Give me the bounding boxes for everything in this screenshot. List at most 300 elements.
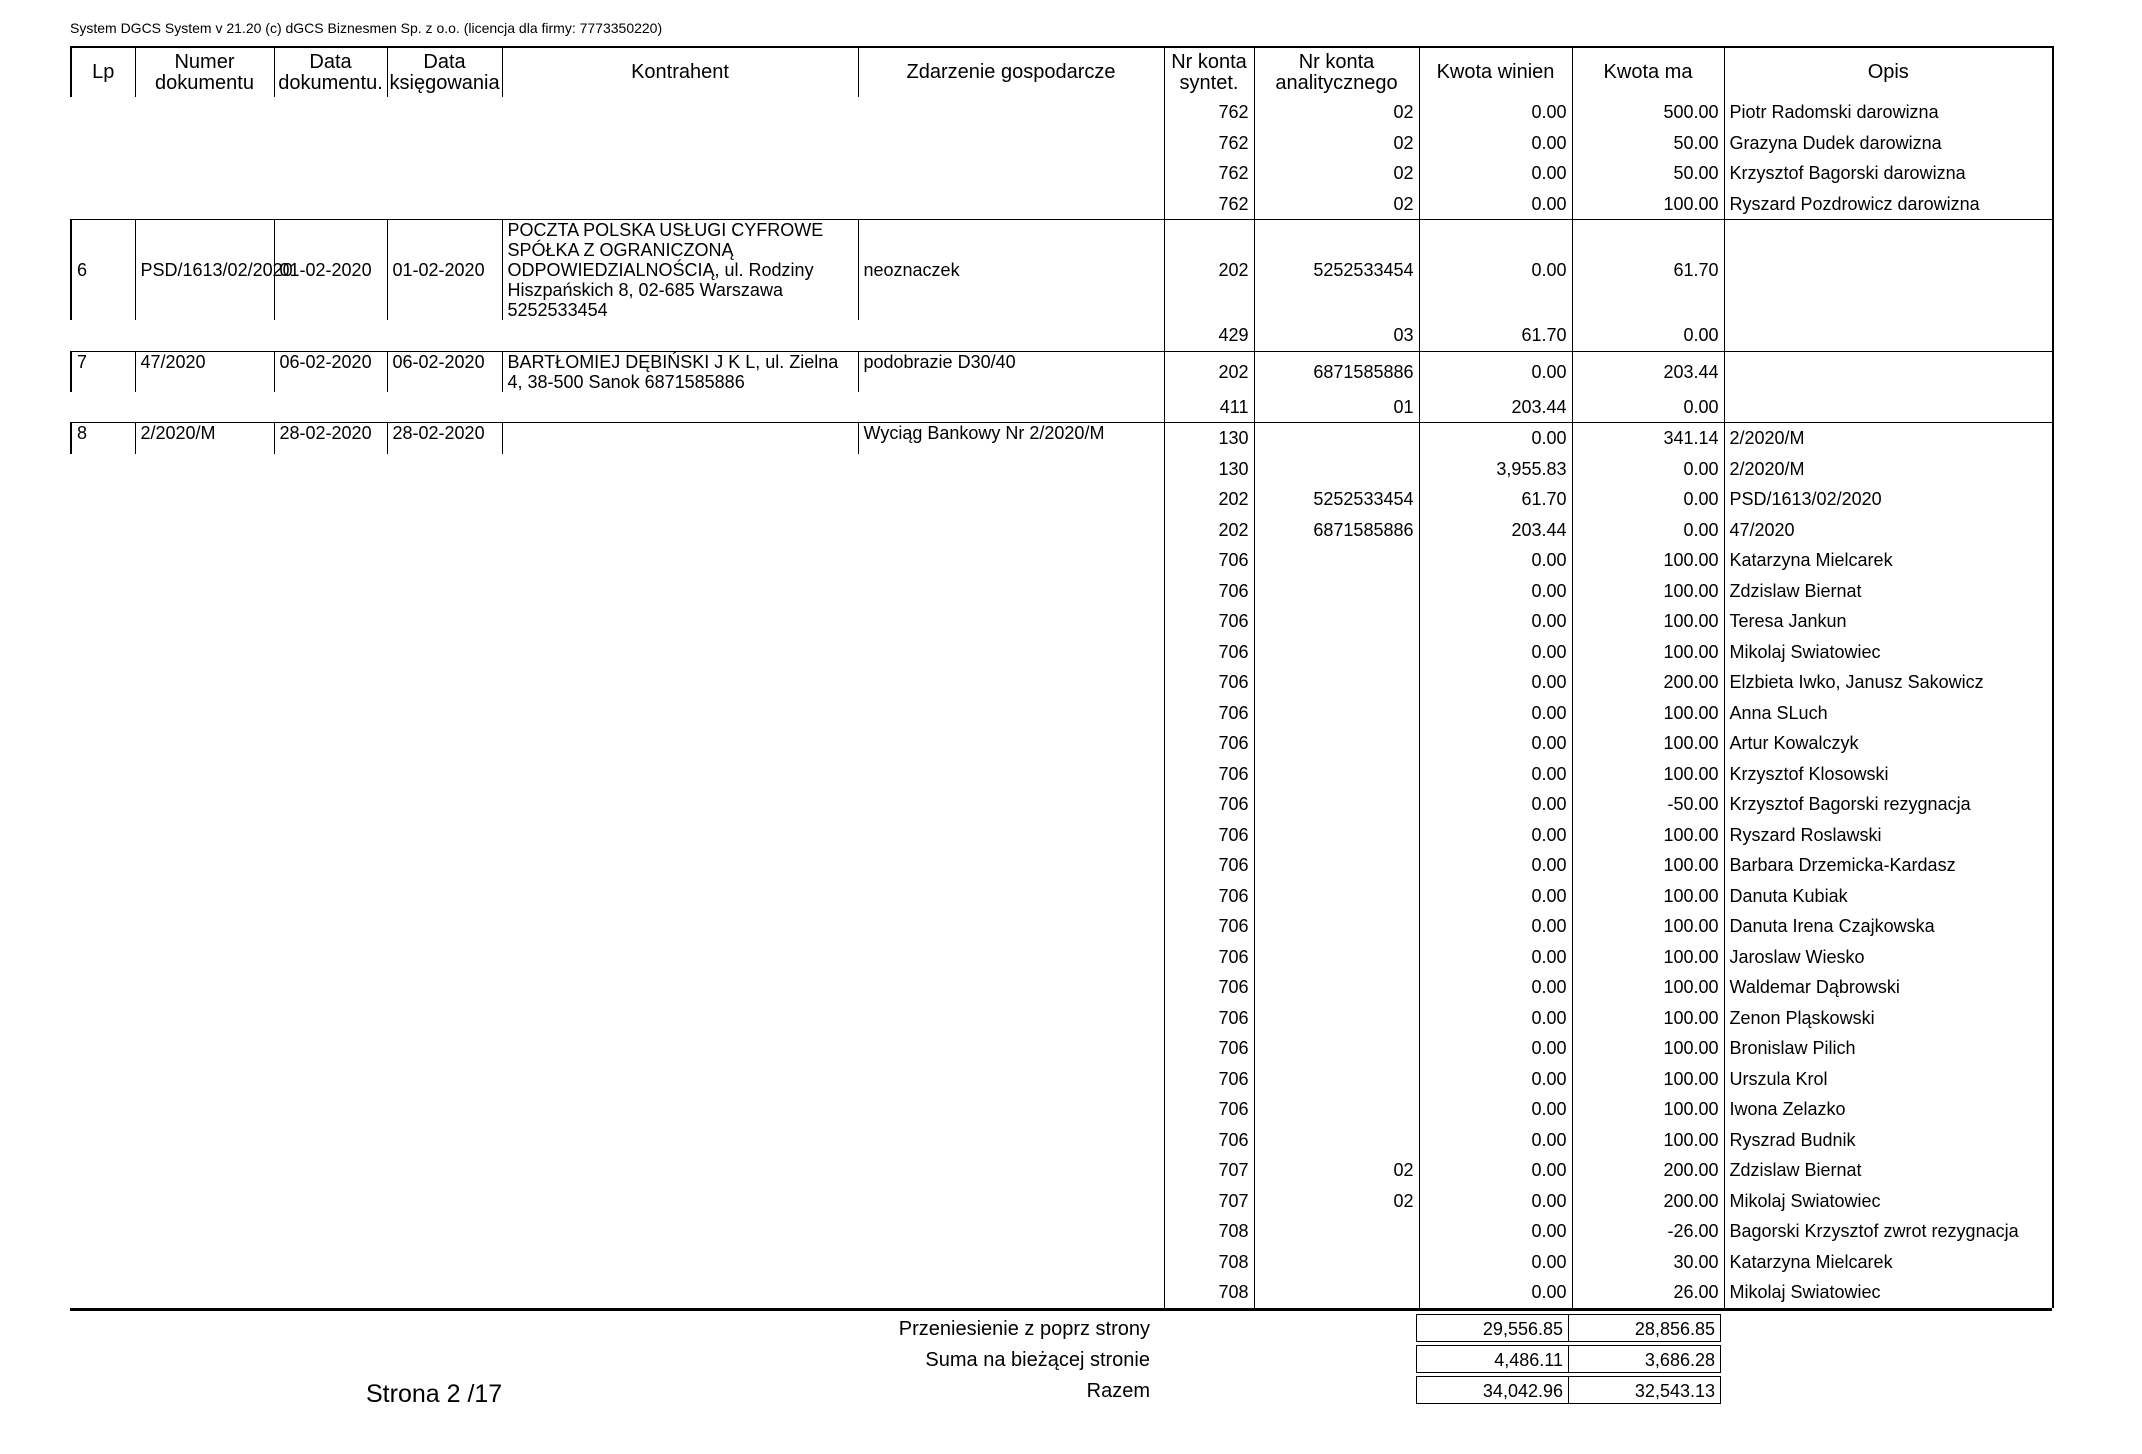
- table-row: [71, 1033, 2053, 1064]
- cell-opis: Zdzislaw Biernat: [1724, 576, 2053, 607]
- cell-opis: Ryszard Roslawski: [1724, 820, 2053, 851]
- cell-kontrahent: [502, 484, 858, 515]
- cell-nr-syntet: 706: [1164, 850, 1254, 881]
- cell-data-dok: [274, 972, 387, 1003]
- cell-nr-syntet: 706: [1164, 911, 1254, 942]
- cell-kontrahent: [502, 1247, 858, 1278]
- cell-zdarzenie: [858, 576, 1164, 607]
- system-header-line: System DGCS System v 21.20 (c) dGCS Biznesmen Sp. z o.o. (licencja dla firmy: 7773350220): [70, 20, 663, 36]
- cell-opis: Krzysztof Bagorski rezygnacja: [1724, 789, 2053, 820]
- cell-nr-anal: [1254, 637, 1419, 668]
- cell-kontrahent: [502, 1155, 858, 1186]
- table-row: [71, 606, 2053, 637]
- cell-opis: Piotr Radomski darowizna: [1724, 97, 2053, 128]
- cell-winien: 0.00: [1419, 820, 1572, 851]
- cell-nr-anal: 02: [1254, 158, 1419, 189]
- cell-zdarzenie: [858, 454, 1164, 485]
- cell-winien: 0.00: [1419, 1277, 1572, 1308]
- cell-opis: [1724, 351, 2053, 392]
- cell-nr-anal: [1254, 606, 1419, 637]
- cell-nr-dok: [135, 1125, 274, 1156]
- cell-kontrahent: [502, 759, 858, 790]
- cell-data-dok: [274, 1033, 387, 1064]
- table-row: [71, 1247, 2053, 1278]
- cell-nr-dok: [135, 515, 274, 546]
- cell-nr-anal: [1254, 881, 1419, 912]
- cell-nr-anal: [1254, 820, 1419, 851]
- cell-opis: Jaroslaw Wiesko: [1724, 942, 2053, 973]
- cell-opis: [1724, 220, 2053, 321]
- cell-nr-anal: 01: [1254, 392, 1419, 423]
- summary-total-ma: 32,543.13: [1568, 1376, 1721, 1404]
- cell-nr-syntet: 202: [1164, 220, 1254, 321]
- cell-nr-dok: [135, 972, 274, 1003]
- cell-ma: 50.00: [1572, 128, 1724, 159]
- cell-nr-dok: [135, 484, 274, 515]
- cell-opis: Katarzyna Mielcarek: [1724, 545, 2053, 576]
- cell-data-dok: [274, 158, 387, 189]
- cell-data-dok: 01-02-2020: [274, 220, 387, 321]
- cell-data-ksieg: [387, 1277, 502, 1308]
- cell-zdarzenie: [858, 1125, 1164, 1156]
- cell-opis: Mikolaj Swiatowiec: [1724, 637, 2053, 668]
- cell-zdarzenie: [858, 545, 1164, 576]
- summary-carried-label: Przeniesienie z poprz strony: [898, 1318, 1150, 1340]
- cell-kontrahent: [502, 911, 858, 942]
- cell-ma: 100.00: [1572, 850, 1724, 881]
- table-row: [71, 637, 2053, 668]
- cell-lp: 7: [71, 351, 135, 392]
- table-row: [71, 158, 2053, 189]
- cell-data-ksieg: [387, 545, 502, 576]
- cell-zdarzenie: [858, 128, 1164, 159]
- cell-nr-anal: 02: [1254, 97, 1419, 128]
- cell-lp: [71, 789, 135, 820]
- table-row: [71, 820, 2053, 851]
- cell-lp: [71, 576, 135, 607]
- cell-nr-syntet: 706: [1164, 637, 1254, 668]
- table-bottom-rule: [70, 1308, 2052, 1311]
- cell-nr-syntet: 706: [1164, 667, 1254, 698]
- cell-winien: 0.00: [1419, 220, 1572, 321]
- cell-kontrahent: [502, 515, 858, 546]
- col-header-nr-dok: Numer dokumentu: [135, 47, 274, 97]
- cell-ma: -26.00: [1572, 1216, 1724, 1247]
- cell-zdarzenie: [858, 484, 1164, 515]
- table-row: [71, 698, 2053, 729]
- cell-nr-anal: [1254, 1033, 1419, 1064]
- cell-zdarzenie: [858, 1216, 1164, 1247]
- cell-ma: 100.00: [1572, 1064, 1724, 1095]
- cell-data-ksieg: [387, 1186, 502, 1217]
- cell-winien: 203.44: [1419, 392, 1572, 423]
- cell-nr-syntet: 202: [1164, 484, 1254, 515]
- cell-winien: 0.00: [1419, 1216, 1572, 1247]
- cell-winien: 0.00: [1419, 667, 1572, 698]
- cell-zdarzenie: [858, 942, 1164, 973]
- cell-lp: [71, 158, 135, 189]
- cell-data-dok: [274, 1064, 387, 1095]
- cell-lp: [71, 1247, 135, 1278]
- cell-ma: 200.00: [1572, 1186, 1724, 1217]
- cell-ma: 100.00: [1572, 911, 1724, 942]
- cell-nr-anal: 02: [1254, 1186, 1419, 1217]
- cell-winien: 0.00: [1419, 606, 1572, 637]
- cell-zdarzenie: [858, 1094, 1164, 1125]
- cell-winien: 0.00: [1419, 545, 1572, 576]
- cell-winien: 0.00: [1419, 189, 1572, 220]
- cell-data-ksieg: [387, 1094, 502, 1125]
- cell-ma: 100.00: [1572, 1094, 1724, 1125]
- cell-data-dok: [274, 789, 387, 820]
- journal-table: [70, 46, 2054, 1308]
- cell-ma: 100.00: [1572, 881, 1724, 912]
- cell-zdarzenie: [858, 515, 1164, 546]
- cell-ma: 26.00: [1572, 1277, 1724, 1308]
- cell-nr-dok: [135, 392, 274, 423]
- cell-winien: 0.00: [1419, 789, 1572, 820]
- cell-lp: [71, 1186, 135, 1217]
- cell-data-ksieg: [387, 881, 502, 912]
- cell-nr-dok: [135, 545, 274, 576]
- cell-nr-dok: [135, 158, 274, 189]
- cell-nr-syntet: 762: [1164, 189, 1254, 220]
- cell-nr-dok: [135, 789, 274, 820]
- cell-data-ksieg: [387, 759, 502, 790]
- cell-ma: 0.00: [1572, 454, 1724, 485]
- cell-winien: 0.00: [1419, 972, 1572, 1003]
- cell-kontrahent: [502, 667, 858, 698]
- cell-data-dok: 28-02-2020: [274, 423, 387, 454]
- cell-lp: [71, 820, 135, 851]
- cell-kontrahent: [502, 1216, 858, 1247]
- cell-nr-dok: [135, 881, 274, 912]
- cell-ma: 0.00: [1572, 484, 1724, 515]
- table-row: [71, 1125, 2053, 1156]
- cell-opis: Katarzyna Mielcarek: [1724, 1247, 2053, 1278]
- cell-nr-dok: [135, 637, 274, 668]
- cell-nr-anal: [1254, 942, 1419, 973]
- summary-total-winien: 34,042.96: [1416, 1376, 1569, 1404]
- cell-data-dok: [274, 1003, 387, 1034]
- cell-lp: [71, 881, 135, 912]
- cell-opis: Mikolaj Swiatowiec: [1724, 1186, 2053, 1217]
- cell-winien: 0.00: [1419, 158, 1572, 189]
- cell-data-dok: [274, 728, 387, 759]
- cell-nr-anal: [1254, 1277, 1419, 1308]
- cell-data-dok: [274, 637, 387, 668]
- table-row: [71, 667, 2053, 698]
- cell-data-dok: [274, 911, 387, 942]
- cell-nr-syntet: 706: [1164, 881, 1254, 912]
- cell-opis: Bronislaw Pilich: [1724, 1033, 2053, 1064]
- cell-winien: 3,955.83: [1419, 454, 1572, 485]
- cell-nr-syntet: 706: [1164, 1125, 1254, 1156]
- cell-lp: [71, 454, 135, 485]
- cell-opis: Grazyna Dudek darowizna: [1724, 128, 2053, 159]
- cell-lp: [71, 972, 135, 1003]
- cell-winien: 0.00: [1419, 759, 1572, 790]
- cell-opis: Waldemar Dąbrowski: [1724, 972, 2053, 1003]
- cell-nr-syntet: 706: [1164, 1033, 1254, 1064]
- cell-nr-anal: [1254, 423, 1419, 454]
- cell-kontrahent: [502, 1094, 858, 1125]
- cell-ma: 100.00: [1572, 820, 1724, 851]
- cell-lp: [71, 1155, 135, 1186]
- cell-data-ksieg: [387, 942, 502, 973]
- cell-nr-anal: [1254, 759, 1419, 790]
- cell-data-dok: [274, 454, 387, 485]
- cell-data-ksieg: 01-02-2020: [387, 220, 502, 321]
- cell-nr-anal: 6871585886: [1254, 515, 1419, 546]
- cell-zdarzenie: [858, 789, 1164, 820]
- cell-kontrahent: [502, 97, 858, 128]
- cell-nr-syntet: 706: [1164, 728, 1254, 759]
- cell-nr-anal: [1254, 1064, 1419, 1095]
- cell-data-ksieg: [387, 128, 502, 159]
- cell-kontrahent: [502, 850, 858, 881]
- cell-kontrahent: BARTŁOMIEJ DĘBIŃSKI J K L, ul. Zielna 4, 38-500 Sanok 6871585886: [502, 351, 858, 392]
- page-indicator: Strona 2 /17: [366, 1380, 503, 1408]
- cell-data-ksieg: [387, 454, 502, 485]
- cell-nr-dok: [135, 320, 274, 351]
- cell-zdarzenie: [858, 1003, 1164, 1034]
- cell-data-ksieg: 28-02-2020: [387, 423, 502, 454]
- cell-nr-dok: [135, 911, 274, 942]
- cell-zdarzenie: [858, 667, 1164, 698]
- table-row: [71, 220, 2053, 321]
- cell-data-ksieg: [387, 189, 502, 220]
- cell-lp: [71, 515, 135, 546]
- cell-kontrahent: [502, 972, 858, 1003]
- cell-data-dok: [274, 850, 387, 881]
- table-row: [71, 423, 2053, 454]
- cell-opis: 2/2020/M: [1724, 454, 2053, 485]
- cell-nr-anal: [1254, 1216, 1419, 1247]
- cell-nr-anal: 02: [1254, 189, 1419, 220]
- col-header-opis: Opis: [1724, 47, 2053, 97]
- cell-kontrahent: [502, 1186, 858, 1217]
- cell-opis: Teresa Jankun: [1724, 606, 2053, 637]
- cell-ma: 200.00: [1572, 1155, 1724, 1186]
- cell-nr-anal: 02: [1254, 1155, 1419, 1186]
- cell-data-dok: [274, 1186, 387, 1217]
- cell-nr-anal: [1254, 1094, 1419, 1125]
- cell-data-ksieg: [387, 97, 502, 128]
- cell-ma: 341.14: [1572, 423, 1724, 454]
- cell-data-dok: 06-02-2020: [274, 351, 387, 392]
- cell-lp: [71, 698, 135, 729]
- cell-kontrahent: [502, 881, 858, 912]
- cell-data-ksieg: [387, 484, 502, 515]
- cell-opis: Barbara Drzemicka-Kardasz: [1724, 850, 2053, 881]
- table-row: [71, 881, 2053, 912]
- cell-data-ksieg: [387, 1155, 502, 1186]
- cell-data-dok: [274, 1247, 387, 1278]
- cell-ma: 0.00: [1572, 320, 1724, 351]
- cell-nr-dok: [135, 1247, 274, 1278]
- cell-kontrahent: POCZTA POLSKA USŁUGI CYFROWE SPÓŁKA Z OGRANICZONĄ ODPOWIEDZIALNOŚCIĄ, ul. Rodziny Hiszpańskich 8, 02-685 Warszawa 5252533454: [502, 220, 858, 321]
- cell-kontrahent: [502, 423, 858, 454]
- cell-ma: 100.00: [1572, 576, 1724, 607]
- cell-nr-dok: [135, 1277, 274, 1308]
- cell-kontrahent: [502, 1125, 858, 1156]
- cell-zdarzenie: [858, 728, 1164, 759]
- cell-winien: 0.00: [1419, 1094, 1572, 1125]
- cell-nr-syntet: 706: [1164, 942, 1254, 973]
- cell-nr-dok: [135, 759, 274, 790]
- cell-data-ksieg: [387, 789, 502, 820]
- summary-total-label: Razem: [1086, 1380, 1150, 1402]
- cell-data-ksieg: 06-02-2020: [387, 351, 502, 392]
- cell-zdarzenie: [858, 972, 1164, 1003]
- cell-winien: 203.44: [1419, 515, 1572, 546]
- table-row: [71, 576, 2053, 607]
- cell-nr-dok: [135, 576, 274, 607]
- cell-winien: 0.00: [1419, 728, 1572, 759]
- summary-carried-winien: 29,556.85: [1416, 1314, 1569, 1342]
- cell-nr-syntet: 706: [1164, 1003, 1254, 1034]
- cell-nr-syntet: 706: [1164, 1064, 1254, 1095]
- cell-nr-dok: [135, 1003, 274, 1034]
- cell-ma: 100.00: [1572, 1125, 1724, 1156]
- cell-kontrahent: [502, 1003, 858, 1034]
- cell-nr-dok: 2/2020/M: [135, 423, 274, 454]
- cell-kontrahent: [502, 158, 858, 189]
- cell-kontrahent: [502, 454, 858, 485]
- cell-winien: 0.00: [1419, 1155, 1572, 1186]
- cell-lp: [71, 1003, 135, 1034]
- cell-winien: 0.00: [1419, 698, 1572, 729]
- cell-data-dok: [274, 1094, 387, 1125]
- cell-winien: 0.00: [1419, 1064, 1572, 1095]
- cell-winien: 0.00: [1419, 850, 1572, 881]
- cell-opis: 47/2020: [1724, 515, 2053, 546]
- cell-data-ksieg: [387, 576, 502, 607]
- cell-nr-anal: [1254, 911, 1419, 942]
- cell-nr-syntet: 706: [1164, 759, 1254, 790]
- cell-lp: [71, 392, 135, 423]
- table-header-row: [71, 47, 2053, 97]
- cell-nr-dok: [135, 1033, 274, 1064]
- cell-lp: [71, 97, 135, 128]
- cell-data-ksieg: [387, 667, 502, 698]
- table-row: [71, 1186, 2053, 1217]
- cell-winien: 0.00: [1419, 576, 1572, 607]
- cell-opis: Urszula Krol: [1724, 1064, 2053, 1095]
- cell-zdarzenie: [858, 911, 1164, 942]
- table-row: [71, 1064, 2053, 1095]
- table-row: [71, 972, 2053, 1003]
- table-row: [71, 128, 2053, 159]
- table-row: [71, 1277, 2053, 1308]
- cell-winien: 0.00: [1419, 351, 1572, 392]
- cell-ma: 200.00: [1572, 667, 1724, 698]
- cell-data-dok: [274, 576, 387, 607]
- cell-opis: Ryszard Pozdrowicz darowizna: [1724, 189, 2053, 220]
- cell-lp: [71, 1094, 135, 1125]
- cell-lp: 8: [71, 423, 135, 454]
- cell-zdarzenie: [858, 637, 1164, 668]
- cell-ma: 30.00: [1572, 1247, 1724, 1278]
- cell-nr-anal: 03: [1254, 320, 1419, 351]
- col-header-lp: Lp: [71, 47, 135, 97]
- cell-winien: 0.00: [1419, 1186, 1572, 1217]
- cell-kontrahent: [502, 1277, 858, 1308]
- cell-ma: 61.70: [1572, 220, 1724, 321]
- cell-ma: 100.00: [1572, 942, 1724, 973]
- cell-lp: [71, 1033, 135, 1064]
- cell-zdarzenie: [858, 1277, 1164, 1308]
- cell-data-ksieg: [387, 1064, 502, 1095]
- cell-zdarzenie: [858, 1186, 1164, 1217]
- cell-nr-syntet: 708: [1164, 1247, 1254, 1278]
- cell-opis: Artur Kowalczyk: [1724, 728, 2053, 759]
- cell-nr-anal: [1254, 454, 1419, 485]
- cell-nr-anal: [1254, 1125, 1419, 1156]
- table-row: [71, 759, 2053, 790]
- cell-kontrahent: [502, 820, 858, 851]
- cell-nr-syntet: 202: [1164, 515, 1254, 546]
- cell-winien: 0.00: [1419, 1125, 1572, 1156]
- cell-nr-anal: [1254, 972, 1419, 1003]
- cell-winien: 61.70: [1419, 484, 1572, 515]
- cell-data-ksieg: [387, 158, 502, 189]
- cell-zdarzenie: [858, 881, 1164, 912]
- table-row: [71, 911, 2053, 942]
- cell-lp: [71, 320, 135, 351]
- cell-nr-syntet: 706: [1164, 606, 1254, 637]
- cell-data-dok: [274, 881, 387, 912]
- cell-winien: 0.00: [1419, 128, 1572, 159]
- cell-data-dok: [274, 759, 387, 790]
- cell-ma: -50.00: [1572, 789, 1724, 820]
- col-header-data-ksieg: Data księgowania: [387, 47, 502, 97]
- cell-ma: 500.00: [1572, 97, 1724, 128]
- cell-winien: 0.00: [1419, 881, 1572, 912]
- cell-winien: 0.00: [1419, 911, 1572, 942]
- cell-nr-anal: [1254, 850, 1419, 881]
- cell-nr-syntet: 762: [1164, 128, 1254, 159]
- cell-data-ksieg: [387, 911, 502, 942]
- cell-lp: [71, 189, 135, 220]
- cell-nr-syntet: 706: [1164, 545, 1254, 576]
- cell-opis: Krzysztof Klosowski: [1724, 759, 2053, 790]
- col-header-zdarzenie: Zdarzenie gospodarcze: [858, 47, 1164, 97]
- cell-opis: Danuta Irena Czajkowska: [1724, 911, 2053, 942]
- cell-nr-anal: [1254, 545, 1419, 576]
- cell-opis: Bagorski Krzysztof zwrot rezygnacja: [1724, 1216, 2053, 1247]
- col-header-nr-syntet: Nr konta syntet.: [1164, 47, 1254, 97]
- cell-opis: Zenon Pląskowski: [1724, 1003, 2053, 1034]
- cell-nr-dok: [135, 1064, 274, 1095]
- cell-nr-syntet: 706: [1164, 576, 1254, 607]
- cell-zdarzenie: [858, 392, 1164, 423]
- cell-kontrahent: [502, 942, 858, 973]
- cell-data-dok: [274, 667, 387, 698]
- cell-data-dok: [274, 942, 387, 973]
- cell-nr-syntet: 762: [1164, 97, 1254, 128]
- cell-opis: Danuta Kubiak: [1724, 881, 2053, 912]
- cell-zdarzenie: neoznaczek: [858, 220, 1164, 321]
- cell-nr-syntet: 706: [1164, 972, 1254, 1003]
- table-row: [71, 1155, 2053, 1186]
- cell-data-ksieg: [387, 515, 502, 546]
- table-row: [71, 454, 2053, 485]
- cell-winien: 0.00: [1419, 942, 1572, 973]
- col-header-winien: Kwota winien: [1419, 47, 1572, 97]
- cell-data-dok: [274, 484, 387, 515]
